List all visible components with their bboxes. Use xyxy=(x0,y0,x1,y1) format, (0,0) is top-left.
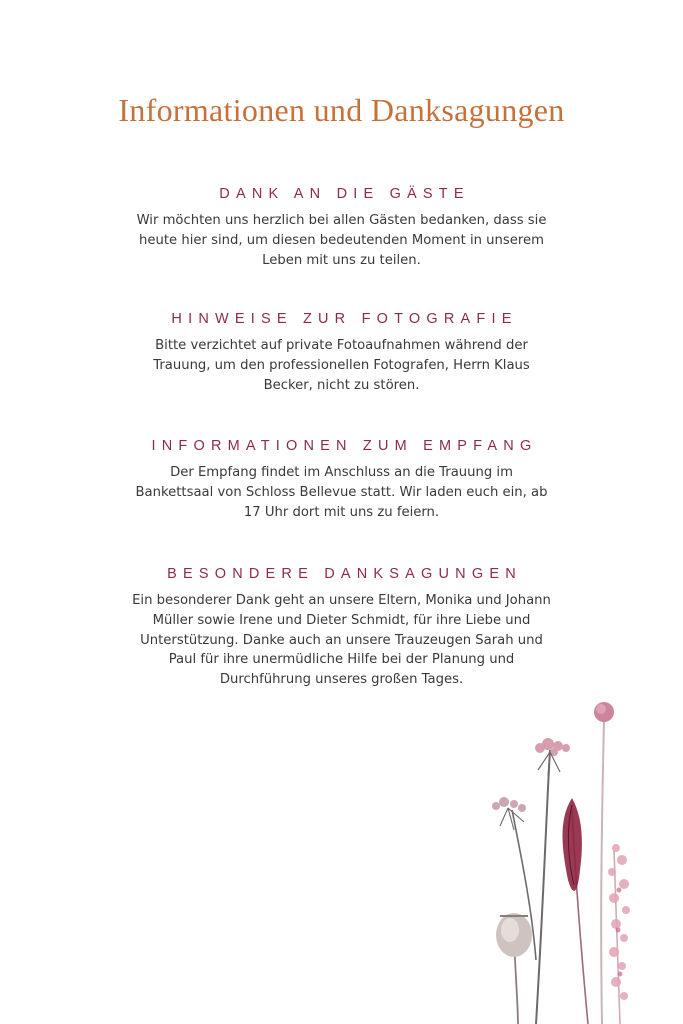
section-hinweise-zur-fotografie xyxy=(0,311,683,395)
dried-flowers-illustration xyxy=(478,690,683,1024)
section-body: Bitte verzichtet auf private Fotoaufnahmen während der Trauung, um den professionellen Fotografen, Herrn Klaus Becker, nicht zu stören. xyxy=(153,338,530,393)
section-heading: DANK AN DIE GÄSTE xyxy=(219,186,470,202)
section-body: Der Empfang findet im Anschluss an die Trauung im Bankettsaal von Schloss Bellevue statt. Wir laden euch ein, ab 17 Uhr dort mit uns zu feiern. xyxy=(135,465,548,520)
section-heading: INFORMATIONEN ZUM EMPFANG xyxy=(151,438,538,454)
section-besondere-danksagungen xyxy=(0,566,683,690)
section-heading: BESONDERE DANKSAGUNGEN xyxy=(167,566,522,582)
section-heading: HINWEISE ZUR FOTOGRAFIE xyxy=(171,311,518,327)
section-informationen-zum-empfang xyxy=(0,438,683,522)
section-body: Wir möchten uns herzlich bei allen Gästen bedanken, dass sie heute hier sind, um diesen bedeutenden Moment in unserem Leben mit uns zu teilen. xyxy=(136,213,547,268)
section-body: Ein besonderer Dank geht an unsere Eltern, Monika und Johann Müller sowie Irene und Dieter Schmidt, für ihre Liebe und Unterstützung. Danke auch an unsere Trauzeugen Sarah und Paul für ihre unermüdliche Hilfe bei der Planung und Durchführung unseres großen Tages. xyxy=(132,593,551,688)
page-title: Informationen und Danksagungen xyxy=(118,92,565,128)
section-dank-an-die-gaeste xyxy=(0,186,683,270)
